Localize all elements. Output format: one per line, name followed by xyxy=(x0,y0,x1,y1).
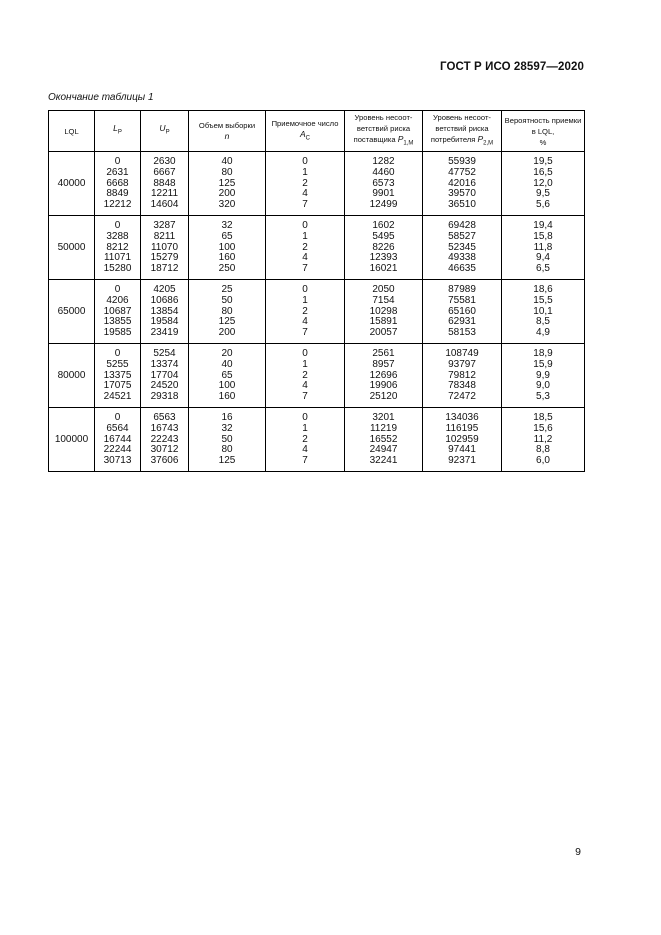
cell-value: 200 xyxy=(218,327,236,339)
cell-value: 42016 xyxy=(448,177,476,189)
cell-value: 19585 xyxy=(103,327,132,339)
cell-value: 2 xyxy=(302,433,308,445)
cell-value: 30713 xyxy=(103,455,132,467)
acceptance-probability-cell xyxy=(502,407,585,471)
cell-value: 125 xyxy=(218,455,236,467)
producer-risk-cell xyxy=(345,279,423,343)
cell-value: 24521 xyxy=(103,391,132,403)
lp-cell xyxy=(95,407,141,471)
cell-value: 2 xyxy=(302,177,308,189)
cell-value: 1 xyxy=(302,294,308,306)
cell-value: 39570 xyxy=(448,188,476,200)
cell-value: 4 xyxy=(302,316,308,328)
consumer-risk-cell xyxy=(423,279,502,343)
cell-value: 19906 xyxy=(369,380,398,392)
cell-value: 19,4 xyxy=(533,219,553,231)
cell-value: 200 xyxy=(218,188,236,200)
acceptance-probability-cell xyxy=(502,279,585,343)
cell-value: 65160 xyxy=(448,305,476,317)
cell-value: 5,6 xyxy=(536,199,550,211)
cell-value: 9,5 xyxy=(536,188,550,200)
cell-value: 6563 xyxy=(153,411,176,423)
header-up: $U_P$ xyxy=(141,111,189,152)
cell-value: 2561 xyxy=(372,347,395,359)
cell-value: 9,9 xyxy=(536,369,550,381)
cell-value: 15,9 xyxy=(533,358,553,370)
cell-value: 11071 xyxy=(103,252,132,264)
cell-value: 15279 xyxy=(150,252,179,264)
consumer-risk-cell xyxy=(423,152,502,216)
cell-value: 0 xyxy=(114,347,121,359)
cell-value: 0 xyxy=(302,411,308,423)
table-row xyxy=(49,215,585,279)
cell-value: 100 xyxy=(218,241,236,253)
cell-value: 20 xyxy=(221,347,233,359)
producer-risk-cell xyxy=(345,152,423,216)
cell-value: 16,5 xyxy=(533,166,553,178)
lp-cell xyxy=(95,215,141,279)
cell-value: 49338 xyxy=(448,252,476,264)
up-cell xyxy=(141,215,189,279)
producer-risk-cell xyxy=(345,407,423,471)
up-cell xyxy=(141,279,189,343)
cell-value: 24947 xyxy=(369,444,398,456)
cell-value: 134036 xyxy=(445,411,479,423)
lql-cell: 80000 xyxy=(49,343,95,407)
cell-value: 32 xyxy=(221,219,233,231)
cell-value: 0 xyxy=(114,411,121,423)
cell-value: 250 xyxy=(218,263,236,275)
cell-value: 0 xyxy=(114,219,121,231)
cell-value: 9,4 xyxy=(536,252,550,264)
cell-value: 58153 xyxy=(448,327,476,339)
cell-value: 72472 xyxy=(448,391,476,403)
cell-value: 108749 xyxy=(445,347,479,359)
cell-value: 160 xyxy=(218,391,236,403)
table-row xyxy=(49,152,585,216)
table-row xyxy=(49,407,585,471)
cell-value: 6573 xyxy=(372,177,395,189)
table-caption: Окончание таблицы 1 xyxy=(48,92,154,103)
cell-value: 37606 xyxy=(150,455,179,467)
cell-value: 69428 xyxy=(448,219,476,231)
acceptance-number-cell xyxy=(266,279,345,343)
cell-value: 0 xyxy=(302,347,308,359)
cell-value: 22243 xyxy=(150,433,179,445)
cell-value: 7 xyxy=(302,199,308,211)
table-row xyxy=(49,343,585,407)
cell-value: 1602 xyxy=(372,219,395,231)
cell-value: 8,8 xyxy=(536,444,550,456)
cell-value: 4206 xyxy=(106,294,129,306)
cell-value: 9,0 xyxy=(536,380,550,392)
cell-value: 8848 xyxy=(153,177,176,189)
cell-value: 30712 xyxy=(150,444,179,456)
cell-value: 2050 xyxy=(372,283,395,295)
cell-value: 1 xyxy=(302,358,308,370)
cell-value: 16 xyxy=(221,411,233,423)
cell-value: 16021 xyxy=(369,263,398,275)
acceptance-number-cell xyxy=(266,343,345,407)
cell-value: 25120 xyxy=(369,391,398,403)
lp-cell xyxy=(95,152,141,216)
cell-value: 19,5 xyxy=(533,156,553,167)
cell-value: 0 xyxy=(302,219,308,231)
cell-value: 15891 xyxy=(369,316,398,328)
cell-value: 4 xyxy=(302,380,308,392)
cell-value: 6,0 xyxy=(536,455,550,467)
up-cell xyxy=(141,407,189,471)
cell-value: 12,0 xyxy=(533,177,553,189)
cell-value: 50 xyxy=(221,294,233,306)
lql-cell: 40000 xyxy=(49,152,95,216)
cell-value: 80 xyxy=(221,444,233,456)
cell-value: 4 xyxy=(302,188,308,200)
cell-value: 16744 xyxy=(103,433,132,445)
cell-value: 3287 xyxy=(153,219,176,231)
header-consumer-risk: Уровень несоот-ветствий риска потребителя $P_{2,M}$ xyxy=(423,111,502,152)
cell-value: 16552 xyxy=(369,433,398,445)
consumer-risk-cell xyxy=(423,407,502,471)
cell-value: 0 xyxy=(302,283,308,295)
acceptance-number-cell xyxy=(266,407,345,471)
cell-value: 2631 xyxy=(106,166,129,178)
cell-value: 52345 xyxy=(448,241,476,253)
cell-value: 65 xyxy=(221,369,233,381)
cell-value: 12212 xyxy=(103,199,132,211)
cell-value: 18,9 xyxy=(533,347,553,359)
sample-size-cell xyxy=(189,407,266,471)
cell-value: 3201 xyxy=(372,411,395,423)
cell-value: 17704 xyxy=(150,369,179,381)
header-acceptance-probability: Вероятность приемки в LQL, % xyxy=(502,111,585,152)
cell-value: 65 xyxy=(221,230,233,242)
cell-value: 15,5 xyxy=(533,294,553,306)
acceptance-number-cell xyxy=(266,152,345,216)
sampling-plan-table xyxy=(48,110,585,472)
cell-value: 4460 xyxy=(372,166,395,178)
cell-value: 6564 xyxy=(106,422,129,434)
sample-size-cell xyxy=(189,215,266,279)
cell-value: 14604 xyxy=(150,199,179,211)
cell-value: 18,5 xyxy=(533,411,553,423)
cell-value: 11219 xyxy=(369,422,398,434)
cell-value: 7154 xyxy=(372,294,395,306)
cell-value: 15280 xyxy=(103,263,132,275)
cell-value: 5254 xyxy=(153,347,176,359)
cell-value: 102959 xyxy=(445,433,479,445)
cell-value: 8211 xyxy=(153,230,176,242)
lql-cell: 65000 xyxy=(49,279,95,343)
cell-value: 3288 xyxy=(106,230,129,242)
cell-value: 10687 xyxy=(103,305,132,317)
cell-value: 24520 xyxy=(150,380,179,392)
cell-value: 97441 xyxy=(448,444,476,456)
cell-value: 75581 xyxy=(448,294,476,306)
cell-value: 8849 xyxy=(106,188,129,200)
standard-designation: ГОСТ Р ИСО 28597—2020 xyxy=(439,61,584,73)
cell-value: 25 xyxy=(221,283,233,295)
up-cell xyxy=(141,152,189,216)
cell-value: 7 xyxy=(302,391,308,403)
cell-value: 29318 xyxy=(150,391,179,403)
cell-value: 93797 xyxy=(448,358,476,370)
cell-value: 160 xyxy=(218,252,236,264)
cell-value: 4 xyxy=(302,444,308,456)
sample-size-cell xyxy=(189,343,266,407)
cell-value: 4 xyxy=(302,252,308,264)
header-sample-size: Объем выборки n xyxy=(189,111,266,152)
table-row xyxy=(49,279,585,343)
consumer-risk-cell xyxy=(423,215,502,279)
up-cell xyxy=(141,343,189,407)
cell-value: 1 xyxy=(302,230,308,242)
cell-value: 5495 xyxy=(372,230,395,242)
cell-value: 58527 xyxy=(448,230,476,242)
acceptance-probability-cell xyxy=(502,215,585,279)
sample-size-cell xyxy=(189,279,266,343)
cell-value: 10298 xyxy=(369,305,398,317)
cell-value: 0 xyxy=(114,283,121,295)
cell-value: 32 xyxy=(221,422,233,434)
header-producer-risk: Уровень несоот-ветствий риска поставщика $P_{1,M}$ xyxy=(345,111,423,152)
cell-value: 19584 xyxy=(150,316,179,328)
cell-value: 50 xyxy=(221,433,233,445)
cell-value: 2 xyxy=(302,305,308,317)
cell-value: 8226 xyxy=(372,241,395,253)
cell-value: 47752 xyxy=(448,166,476,178)
cell-value: 8,5 xyxy=(536,316,550,328)
cell-value: 7 xyxy=(302,327,308,339)
cell-value: 92371 xyxy=(448,455,476,467)
header-lql: LQL xyxy=(49,111,95,152)
lql-cell: 50000 xyxy=(49,215,95,279)
table-header-row xyxy=(49,111,585,152)
cell-value: 87989 xyxy=(448,283,476,295)
cell-value: 17075 xyxy=(103,380,132,392)
cell-value: 18,6 xyxy=(533,283,553,295)
cell-value: 116195 xyxy=(445,422,479,434)
cell-value: 12696 xyxy=(369,369,398,381)
cell-value: 2 xyxy=(302,369,308,381)
cell-value: 5255 xyxy=(106,358,129,370)
lql-cell: 100000 xyxy=(49,407,95,471)
cell-value: 12393 xyxy=(369,252,398,264)
cell-value: 79812 xyxy=(448,369,476,381)
cell-value: 8957 xyxy=(372,358,395,370)
cell-value: 6667 xyxy=(153,166,176,178)
cell-value: 11,8 xyxy=(533,241,553,253)
cell-value: 12211 xyxy=(150,188,179,200)
cell-value: 0 xyxy=(302,156,308,167)
cell-value: 15,8 xyxy=(533,230,553,242)
cell-value: 23419 xyxy=(150,327,179,339)
header-acceptance-number: Приемочное число $A_C$ xyxy=(266,111,345,152)
cell-value: 0 xyxy=(114,156,121,167)
cell-value: 12499 xyxy=(369,199,398,211)
cell-value: 10,1 xyxy=(533,305,553,317)
cell-value: 11070 xyxy=(150,241,179,253)
cell-value: 1282 xyxy=(372,156,395,167)
cell-value: 16743 xyxy=(150,422,179,434)
cell-value: 6,5 xyxy=(536,263,550,275)
acceptance-probability-cell xyxy=(502,343,585,407)
acceptance-probability-cell xyxy=(502,152,585,216)
cell-value: 20057 xyxy=(369,327,398,339)
cell-value: 320 xyxy=(218,199,236,211)
header-lp: $L_P$ xyxy=(95,111,141,152)
producer-risk-cell xyxy=(345,343,423,407)
cell-value: 4205 xyxy=(153,283,176,295)
cell-value: 78348 xyxy=(448,380,476,392)
table-body xyxy=(49,152,585,472)
cell-value: 8212 xyxy=(106,241,129,253)
cell-value: 62931 xyxy=(448,316,476,328)
cell-value: 80 xyxy=(221,305,233,317)
cell-value: 6668 xyxy=(106,177,129,189)
cell-value: 7 xyxy=(302,455,308,467)
lp-cell xyxy=(95,343,141,407)
cell-value: 100 xyxy=(218,380,236,392)
cell-value: 13855 xyxy=(103,316,132,328)
cell-value: 18712 xyxy=(150,263,179,275)
page-number: 9 xyxy=(575,846,581,858)
cell-value: 125 xyxy=(218,316,236,328)
cell-value: 13374 xyxy=(150,358,179,370)
cell-value: 40 xyxy=(221,358,233,370)
cell-value: 40 xyxy=(221,156,233,167)
cell-value: 1 xyxy=(302,166,308,178)
cell-value: 80 xyxy=(221,166,233,178)
cell-value: 1 xyxy=(302,422,308,434)
cell-value: 36510 xyxy=(448,199,476,211)
cell-value: 2630 xyxy=(153,156,176,167)
cell-value: 5,3 xyxy=(536,391,550,403)
cell-value: 125 xyxy=(218,177,236,189)
cell-value: 13854 xyxy=(150,305,179,317)
cell-value: 7 xyxy=(302,263,308,275)
consumer-risk-cell xyxy=(423,343,502,407)
lp-cell xyxy=(95,279,141,343)
cell-value: 11,2 xyxy=(533,433,553,445)
sample-size-cell xyxy=(189,152,266,216)
cell-value: 4,9 xyxy=(536,327,550,339)
cell-value: 15,6 xyxy=(533,422,553,434)
acceptance-number-cell xyxy=(266,215,345,279)
producer-risk-cell xyxy=(345,215,423,279)
cell-value: 32241 xyxy=(369,455,398,467)
cell-value: 10686 xyxy=(150,294,179,306)
cell-value: 22244 xyxy=(103,444,132,456)
cell-value: 46635 xyxy=(448,263,476,275)
cell-value: 9901 xyxy=(372,188,395,200)
cell-value: 55939 xyxy=(448,156,476,167)
cell-value: 2 xyxy=(302,241,308,253)
cell-value: 13375 xyxy=(103,369,132,381)
